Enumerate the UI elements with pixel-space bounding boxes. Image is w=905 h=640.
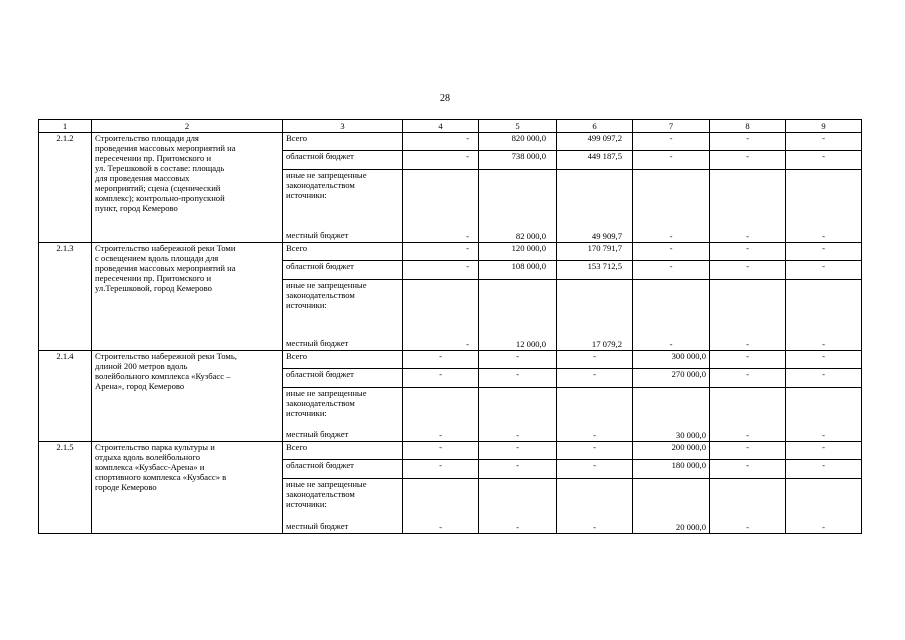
cell-col-6: 17 079,2 <box>557 280 633 351</box>
table-row <box>39 351 862 369</box>
funding-source-note: иные не запрещенные законодательством источники: <box>286 280 367 310</box>
cell-col-4: - <box>403 261 479 280</box>
funding-source-cell <box>283 479 403 534</box>
cell-col-4: - <box>403 243 479 261</box>
cell-col-4: - <box>403 151 479 170</box>
header-cell: 6 <box>557 120 633 133</box>
cell-col-8: - <box>710 151 786 170</box>
cell-col-6: 49 909,7 <box>557 170 633 243</box>
cell-col-8: - <box>710 479 786 534</box>
page-number: 28 <box>440 93 450 104</box>
item-description: Строительство площади для проведения массовых мероприятий на пересечении пр. Притомского и ул. Терешковой в составе: площадь для проведения массовых мероприятий; сцена (сценический комплекс); контрольно-пропускной пункт, город Кемерово <box>92 133 283 243</box>
item-description: Строительство набережной реки Томь, длиной 200 метров вдоль волейбольного комплекса «Кузбасс – Арена», город Кемерово <box>92 351 283 442</box>
header-cell: 3 <box>283 120 403 133</box>
header-cell: 5 <box>479 120 557 133</box>
funding-source: местный бюджет <box>286 338 349 348</box>
funding-source-note: иные не запрещенные законодательством источники: <box>286 479 367 509</box>
cell-col-5: - <box>479 351 557 369</box>
cell-col-5: - <box>479 369 557 388</box>
cell-col-5: - <box>479 460 557 479</box>
cell-col-8: - <box>710 460 786 479</box>
cell-col-9: - <box>786 243 862 261</box>
cell-col-6: - <box>557 460 633 479</box>
header-cell: 7 <box>633 120 710 133</box>
cell-col-7: 30 000,0 <box>633 388 710 442</box>
funding-source-cell <box>283 388 403 442</box>
cell-col-8: - <box>710 133 786 151</box>
funding-source: Всего <box>283 351 403 369</box>
funding-source: местный бюджет <box>286 429 349 439</box>
cell-col-7: - <box>633 133 710 151</box>
funding-source: Всего <box>283 243 403 261</box>
funding-source: областной бюджет <box>283 460 403 479</box>
cell-col-4: - <box>403 133 479 151</box>
header-cell: 1 <box>39 120 92 133</box>
funding-source: местный бюджет <box>286 521 349 531</box>
item-code: 2.1.3 <box>39 243 92 351</box>
cell-col-8: - <box>710 442 786 460</box>
cell-col-8: - <box>710 351 786 369</box>
funding-source-cell <box>283 170 403 243</box>
cell-col-5: 120 000,0 <box>479 243 557 261</box>
header-cell: 2 <box>92 120 283 133</box>
cell-col-7: 300 000,0 <box>633 351 710 369</box>
cell-col-7: - <box>633 261 710 280</box>
cell-col-6: 499 097,2 <box>557 133 633 151</box>
funding-source-note: иные не запрещенные законодательством источники: <box>286 170 367 200</box>
cell-col-9: - <box>786 170 862 243</box>
cell-col-9: - <box>786 151 862 170</box>
header-row <box>39 120 862 133</box>
cell-col-5: 738 000,0 <box>479 151 557 170</box>
cell-col-4: - <box>403 170 479 243</box>
funding-source: областной бюджет <box>283 151 403 170</box>
cell-col-4: - <box>403 442 479 460</box>
cell-col-9: - <box>786 442 862 460</box>
cell-col-7: - <box>633 280 710 351</box>
table-body <box>39 120 862 534</box>
cell-col-4: - <box>403 460 479 479</box>
cell-col-9: - <box>786 460 862 479</box>
cell-col-5: 12 000,0 <box>479 280 557 351</box>
funding-source: областной бюджет <box>283 261 403 280</box>
cell-col-9: - <box>786 388 862 442</box>
cell-col-7: - <box>633 243 710 261</box>
funding-source: Всего <box>283 133 403 151</box>
table-row <box>39 133 862 151</box>
item-code: 2.1.4 <box>39 351 92 442</box>
cell-col-8: - <box>710 170 786 243</box>
table-row <box>39 243 862 261</box>
cell-col-6: - <box>557 479 633 534</box>
cell-col-4: - <box>403 479 479 534</box>
cell-col-5: 820 000,0 <box>479 133 557 151</box>
cell-col-7: - <box>633 151 710 170</box>
cell-col-6: - <box>557 442 633 460</box>
table-row <box>39 442 862 460</box>
cell-col-4: - <box>403 280 479 351</box>
cell-col-4: - <box>403 388 479 442</box>
cell-col-4: - <box>403 351 479 369</box>
budget-table <box>38 119 862 534</box>
cell-col-9: - <box>786 133 862 151</box>
cell-col-8: - <box>710 261 786 280</box>
cell-col-6: 449 187,5 <box>557 151 633 170</box>
cell-col-8: - <box>710 369 786 388</box>
cell-col-8: - <box>710 388 786 442</box>
cell-col-7: - <box>633 170 710 243</box>
cell-col-5: - <box>479 388 557 442</box>
item-description: Строительство набережной реки Томи с освещением вдоль площади для проведения массовых мероприятий на пересечении пр. Притомского и ул.Терешковой, город Кемерово <box>92 243 283 351</box>
item-code: 2.1.2 <box>39 133 92 243</box>
header-cell: 9 <box>786 120 862 133</box>
funding-source-note: иные не запрещенные законодательством источники: <box>286 388 367 418</box>
funding-source: местный бюджет <box>286 230 349 240</box>
cell-col-5: 108 000,0 <box>479 261 557 280</box>
cell-col-6: - <box>557 369 633 388</box>
cell-col-7: 200 000,0 <box>633 442 710 460</box>
cell-col-5: 82 000,0 <box>479 170 557 243</box>
cell-col-7: 20 000,0 <box>633 479 710 534</box>
cell-col-9: - <box>786 280 862 351</box>
cell-col-9: - <box>786 261 862 280</box>
cell-col-6: 153 712,5 <box>557 261 633 280</box>
cell-col-5: - <box>479 442 557 460</box>
cell-col-6: - <box>557 351 633 369</box>
cell-col-7: 270 000,0 <box>633 369 710 388</box>
cell-col-4: - <box>403 369 479 388</box>
cell-col-6: 170 791,7 <box>557 243 633 261</box>
cell-col-6: - <box>557 388 633 442</box>
item-code: 2.1.5 <box>39 442 92 534</box>
header-cell: 8 <box>710 120 786 133</box>
funding-source: областной бюджет <box>283 369 403 388</box>
cell-col-8: - <box>710 280 786 351</box>
cell-col-8: - <box>710 243 786 261</box>
cell-col-5: - <box>479 479 557 534</box>
header-cell: 4 <box>403 120 479 133</box>
cell-col-7: 180 000,0 <box>633 460 710 479</box>
cell-col-9: - <box>786 351 862 369</box>
funding-source-cell <box>283 280 403 351</box>
funding-source: Всего <box>283 442 403 460</box>
cell-col-9: - <box>786 369 862 388</box>
item-description: Строительство парка культуры и отдыха вдоль волейбольного комплекса «Кузбасс-Арена» и спортивного комплекса «Кузбасс» в городе Кемерово <box>92 442 283 534</box>
cell-col-9: - <box>786 479 862 534</box>
